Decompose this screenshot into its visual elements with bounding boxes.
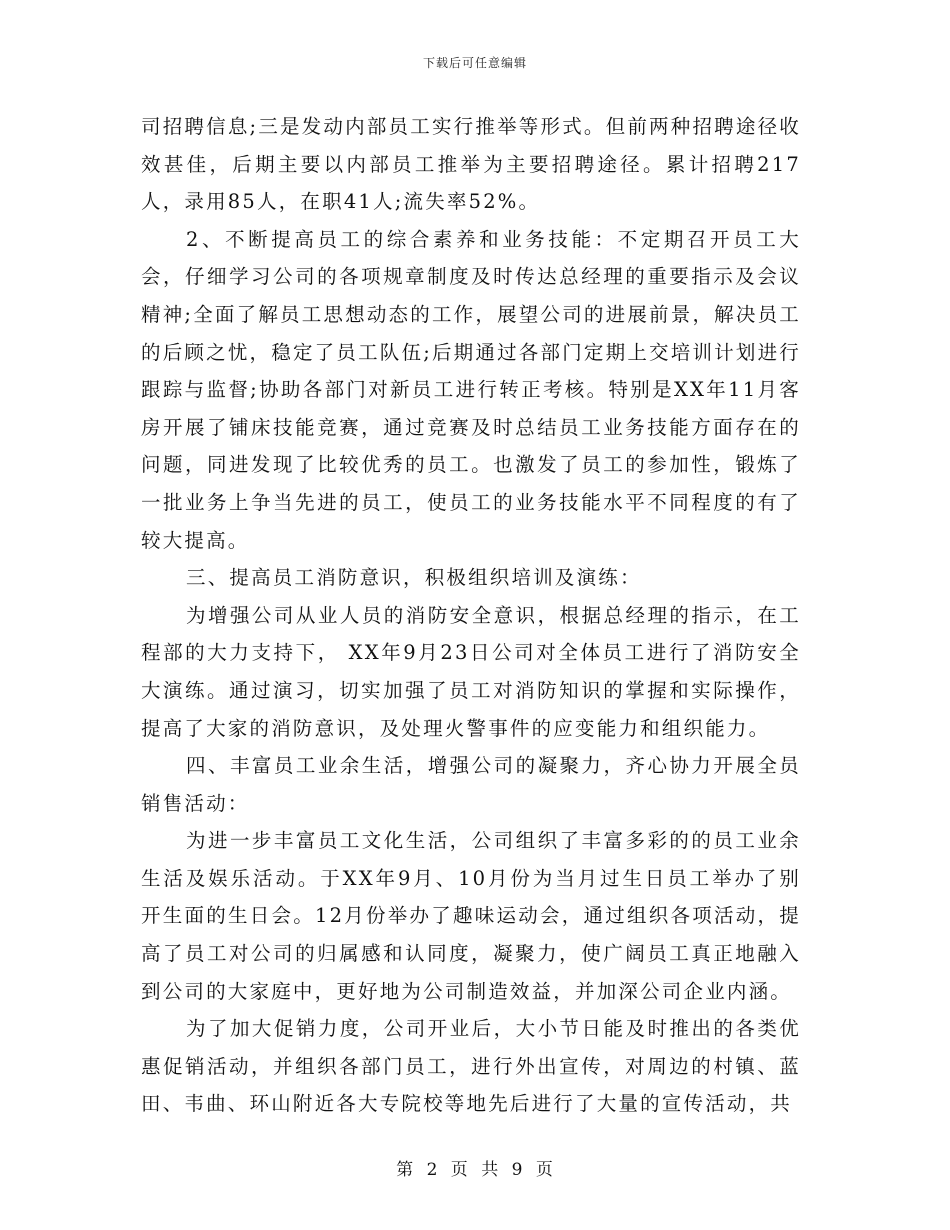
paragraph-4: 为增强公司从业人员的消防安全意识，根据总经理的指示，在工程部的大力支持下， XX年9月23日公司对全体员工进行了消防安全大演练。通过演习，切实加强了员工对消防知识的掌握和实际操作，提高了大家的消防意识，及处理火警事件的应变能力和组织能力。 <box>141 603 801 740</box>
paragraph-6: 为进一步丰富员工文化生活，公司组织了丰富多彩的的员工业余生活及娱乐活动。于XX年9月、10月份为当月过生日员工举办了别开生面的生日会。12月份举办了趣味运动会，通过组织各项活动，提高了员工对公司的归属感和认同度，凝聚力，使广阔员工真正地融入到公司的大家庭中，更好地为公司制造效益，并加深公司企业内涵。 <box>141 829 801 1003</box>
page-footer: 第 2 页 共 9 页 <box>396 1160 554 1180</box>
section-heading-3: 三、提高员工消防意识，积极组织培训及演练： <box>186 566 642 590</box>
document-body <box>141 108 801 1123</box>
page-header: 下载后可任意编辑 <box>422 56 527 70</box>
section-heading-4: 四、丰富员工业余生活，增强公司的凝聚力，齐心协力开展全员销售活动： <box>141 754 801 815</box>
paragraph-2: 2、不断提高员工的综合素养和业务技能：不定期召开员工大会，仔细学习公司的各项规章制度及时传达总经理的重要指示及会议精神;全面了解员工思想动态的工作，展望公司的进展前景，解决员工的后顾之忧，稳定了员工队伍;后期通过各部门定期上交培训计划进行跟踪与监督;协助各部门对新员工进行转正考核。特别是XX年11月客房开展了铺床技能竞赛，通过竞赛及时总结员工业务技能方面存在的问题，同进发现了比较优秀的员工。也激发了员工的参加性，锻炼了一批业务上争当先进的员工，使员工的业务技能水平不同程度的有了较大提高。 <box>141 227 801 552</box>
paragraph-1: 司招聘信息;三是发动内部员工实行推举等形式。但前两种招聘途径收效甚佳，后期主要以内部员工推举为主要招聘途径。累计招聘217人，录用85人，在职41人;流失率52%。 <box>141 115 801 214</box>
paragraph-7: 为了加大促销力度，公司开业后，大小节日能及时推出的各类优惠促销活动，并组织各部门员工，进行外出宣传，对周边的村镇、蓝田、韦曲、环山附近各大专院校等地先后进行了大量的宣传活动，共 <box>141 1017 801 1116</box>
